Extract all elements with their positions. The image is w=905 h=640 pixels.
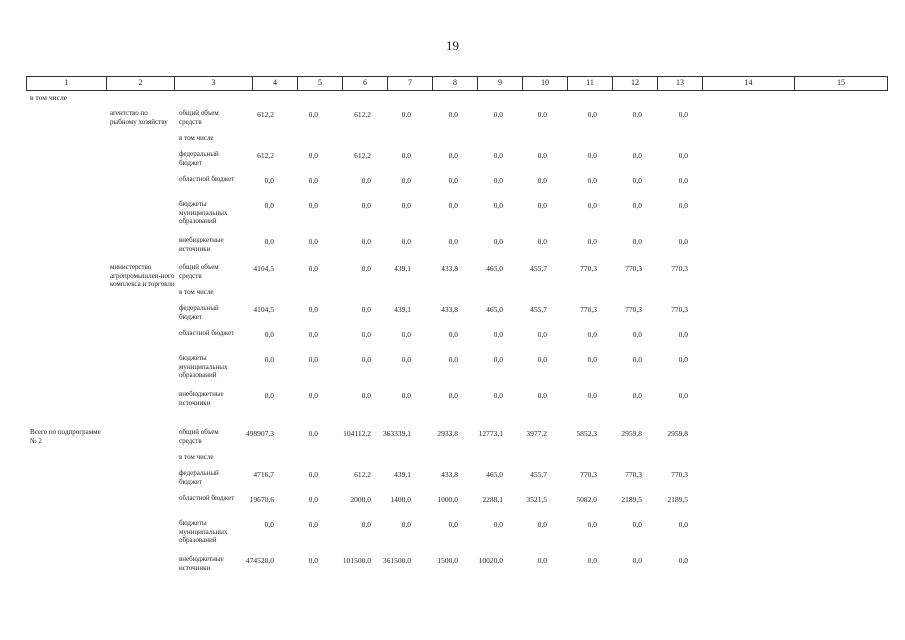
header-cell: 3 [175, 77, 253, 90]
row-label: внебюджетные источники [179, 555, 224, 572]
value-cell: 0,0 [678, 330, 688, 339]
value-cell: 0,0 [493, 355, 503, 364]
value-cell: 0,0 [308, 110, 318, 119]
value-cell: 439,1 [394, 264, 411, 273]
value-cell: 0,0 [587, 176, 597, 185]
header-cell: 12 [613, 77, 658, 90]
value-cell: 455,7 [530, 264, 547, 273]
value-cell: 0,0 [448, 355, 458, 364]
value-cell: 0,0 [264, 201, 274, 210]
row-label: бюджеты муниципальных образований [179, 354, 228, 379]
value-cell: 0,0 [308, 520, 318, 529]
row-label: федеральный бюджет [179, 469, 219, 486]
value-cell: 0,0 [537, 110, 547, 119]
value-cell: 770,3 [625, 305, 642, 314]
value-cell: 439,1 [394, 305, 411, 314]
value-cell: 612,2 [354, 110, 371, 119]
value-cell: 0,0 [587, 237, 597, 246]
value-cell: 19670,6 [249, 495, 274, 504]
value-cell: 465,0 [486, 264, 503, 273]
value-cell: 0,0 [537, 237, 547, 246]
value-cell: 1500,0 [437, 556, 458, 565]
value-cell: 0,0 [361, 237, 371, 246]
value-cell: 361500,0 [382, 556, 411, 565]
agency-label: агентство по рыбному хозяйству [110, 109, 168, 126]
header-cell: 11 [568, 77, 613, 90]
value-cell: 0,0 [632, 556, 642, 565]
value-cell: 0,0 [448, 110, 458, 119]
header-cell: 13 [658, 77, 703, 90]
row-label: федеральный бюджет [179, 304, 219, 321]
value-cell: 5082,0 [576, 495, 597, 504]
value-cell: 770,3 [580, 470, 597, 479]
value-cell: 0,0 [448, 176, 458, 185]
value-cell: 498907,3 [245, 429, 274, 438]
row-label: в том числе [179, 288, 214, 296]
value-cell: 0,0 [361, 201, 371, 210]
value-cell: 0,0 [308, 201, 318, 210]
value-cell: 433,8 [441, 305, 458, 314]
value-cell: 770,3 [580, 264, 597, 273]
value-cell: 0,0 [632, 330, 642, 339]
value-cell: 0,0 [308, 355, 318, 364]
value-cell: 10020,0 [478, 556, 503, 565]
header-cell: 8 [433, 77, 478, 90]
row-label: федеральный бюджет [179, 150, 219, 167]
row-label: бюджеты муниципальных образований [179, 519, 228, 544]
value-cell: 0,0 [587, 151, 597, 160]
value-cell: 612,2 [354, 151, 371, 160]
page-number: 19 [446, 38, 459, 53]
value-cell: 0,0 [401, 110, 411, 119]
value-cell: 0,0 [493, 176, 503, 185]
value-cell: 0,0 [678, 237, 688, 246]
value-cell: 0,0 [678, 355, 688, 364]
value-cell: 0,0 [361, 305, 371, 314]
value-cell: 612,2 [257, 110, 274, 119]
value-cell: 0,0 [587, 391, 597, 400]
value-cell: 0,0 [632, 201, 642, 210]
header-cell: 7 [388, 77, 433, 90]
value-cell: 0,0 [264, 237, 274, 246]
value-cell: 0,0 [361, 391, 371, 400]
value-cell: 0,0 [401, 176, 411, 185]
value-cell: 2933,8 [437, 429, 458, 438]
value-cell: 0,0 [587, 355, 597, 364]
value-cell: 0,0 [493, 237, 503, 246]
header-cell: 6 [343, 77, 388, 90]
row-label: общий объем средств [179, 263, 219, 280]
value-cell: 612,2 [257, 151, 274, 160]
value-cell: 0,0 [401, 201, 411, 210]
value-cell: 0,0 [361, 330, 371, 339]
value-cell: 0,0 [632, 176, 642, 185]
value-cell: 0,0 [401, 237, 411, 246]
value-cell: 0,0 [448, 520, 458, 529]
value-cell: 0,0 [537, 330, 547, 339]
value-cell: 0,0 [678, 176, 688, 185]
value-cell: 0,0 [308, 495, 318, 504]
value-cell: 0,0 [678, 201, 688, 210]
row-label: в том числе [179, 134, 214, 142]
value-cell: 0,0 [264, 391, 274, 400]
value-cell: 0,0 [448, 391, 458, 400]
value-cell: 0,0 [537, 355, 547, 364]
row-label: внебюджетные источники [179, 236, 224, 253]
row-label: областной бюджет [179, 494, 235, 502]
value-cell: 12773,1 [478, 429, 503, 438]
header-cell: 14 [703, 77, 795, 90]
value-cell: 612,2 [354, 470, 371, 479]
value-cell: 770,3 [625, 470, 642, 479]
value-cell: 465,0 [486, 470, 503, 479]
value-cell: 2189,5 [667, 495, 688, 504]
value-cell: 0,0 [678, 556, 688, 565]
value-cell: 104112,2 [343, 429, 371, 438]
value-cell: 0,0 [308, 470, 318, 479]
value-cell: 770,3 [580, 305, 597, 314]
value-cell: 433,8 [441, 470, 458, 479]
header-cell: 1 [27, 77, 107, 90]
value-cell: 0,0 [493, 110, 503, 119]
value-cell: 0,0 [361, 264, 371, 273]
value-cell: 0,0 [361, 520, 371, 529]
value-cell: 0,0 [537, 176, 547, 185]
value-cell: 0,0 [632, 151, 642, 160]
header-cell: 4 [253, 77, 298, 90]
value-cell: 0,0 [587, 201, 597, 210]
value-cell: 4104,5 [253, 305, 274, 314]
agency-label: Всего по подпрограмме № 2 [30, 428, 101, 445]
value-cell: 770,3 [671, 305, 688, 314]
value-cell: 3521,5 [526, 495, 547, 504]
value-cell: 0,0 [264, 520, 274, 529]
value-cell: 101500,0 [342, 556, 371, 565]
value-cell: 0,0 [493, 201, 503, 210]
value-cell: 770,3 [671, 470, 688, 479]
value-cell: 0,0 [361, 176, 371, 185]
value-cell: 0,0 [678, 110, 688, 119]
table-header-row [26, 76, 888, 91]
value-cell: 0,0 [632, 520, 642, 529]
value-cell: 455,7 [530, 305, 547, 314]
value-cell: 0,0 [264, 176, 274, 185]
value-cell: 0,0 [308, 176, 318, 185]
row-label: областной бюджет [179, 329, 235, 337]
value-cell: 2189,5 [621, 495, 642, 504]
value-cell: 0,0 [632, 110, 642, 119]
value-cell: 0,0 [401, 520, 411, 529]
value-cell: 0,0 [632, 391, 642, 400]
value-cell: 0,0 [537, 556, 547, 565]
value-cell: 465,0 [486, 305, 503, 314]
header-cell: 10 [523, 77, 568, 90]
value-cell: 2959,8 [667, 429, 688, 438]
value-cell: 0,0 [308, 429, 318, 438]
row-label: бюджеты муниципальных образований [179, 200, 228, 225]
value-cell: 0,0 [401, 151, 411, 160]
value-cell: 0,0 [493, 520, 503, 529]
agency-label: министерство агропромышлен-ного комплекса и торговли [110, 263, 175, 288]
row-label: внебюджетные источники [179, 390, 224, 407]
value-cell: 0,0 [678, 391, 688, 400]
value-cell: 0,0 [587, 556, 597, 565]
value-cell: 0,0 [678, 151, 688, 160]
value-cell: 439,1 [394, 470, 411, 479]
value-cell: 770,3 [625, 264, 642, 273]
value-cell: 0,0 [308, 237, 318, 246]
value-cell: 0,0 [401, 391, 411, 400]
value-cell: 0,0 [308, 391, 318, 400]
header-cell: 15 [837, 78, 845, 87]
value-cell: 474520,0 [245, 556, 274, 565]
value-cell: 0,0 [587, 330, 597, 339]
value-cell: 1400,0 [390, 495, 411, 504]
row-label: общий объем средств [179, 109, 219, 126]
value-cell: 0,0 [493, 391, 503, 400]
value-cell: 0,0 [448, 237, 458, 246]
header-cell: 9 [478, 77, 523, 90]
header-cell: 2 [107, 77, 175, 90]
value-cell: 0,0 [678, 520, 688, 529]
value-cell: 2288,1 [482, 495, 503, 504]
value-cell: 0,0 [537, 520, 547, 529]
value-cell: 770,3 [671, 264, 688, 273]
value-cell: 0,0 [308, 556, 318, 565]
section-label: в том числе [30, 93, 68, 102]
value-cell: 4716,7 [253, 470, 274, 479]
row-label: областной бюджет [179, 175, 235, 183]
value-cell: 0,0 [448, 330, 458, 339]
value-cell: 0,0 [448, 151, 458, 160]
value-cell: 0,0 [537, 201, 547, 210]
value-cell: 0,0 [632, 355, 642, 364]
value-cell: 0,0 [308, 305, 318, 314]
row-label: в том числе [179, 453, 214, 461]
value-cell: 2000,0 [350, 495, 371, 504]
value-cell: 4104,5 [253, 264, 274, 273]
value-cell: 0,0 [264, 355, 274, 364]
header-cell: 5 [298, 77, 343, 90]
value-cell: 3977,2 [526, 429, 547, 438]
value-cell: 0,0 [308, 330, 318, 339]
value-cell: 433,8 [441, 264, 458, 273]
value-cell: 363339,1 [382, 429, 411, 438]
value-cell: 0,0 [493, 151, 503, 160]
value-cell: 455,7 [530, 470, 547, 479]
value-cell: 0,0 [537, 391, 547, 400]
value-cell: 2959,8 [621, 429, 642, 438]
value-cell: 0,0 [308, 264, 318, 273]
value-cell: 0,0 [587, 520, 597, 529]
value-cell: 0,0 [264, 330, 274, 339]
value-cell: 5852,3 [576, 429, 597, 438]
value-cell: 0,0 [308, 151, 318, 160]
value-cell: 0,0 [448, 201, 458, 210]
value-cell: 0,0 [401, 330, 411, 339]
value-cell: 0,0 [361, 355, 371, 364]
value-cell: 0,0 [537, 151, 547, 160]
value-cell: 0,0 [493, 330, 503, 339]
value-cell: 0,0 [401, 355, 411, 364]
row-label: общий объем средств [179, 428, 219, 445]
value-cell: 0,0 [587, 110, 597, 119]
value-cell: 0,0 [632, 237, 642, 246]
value-cell: 1000,0 [437, 495, 458, 504]
